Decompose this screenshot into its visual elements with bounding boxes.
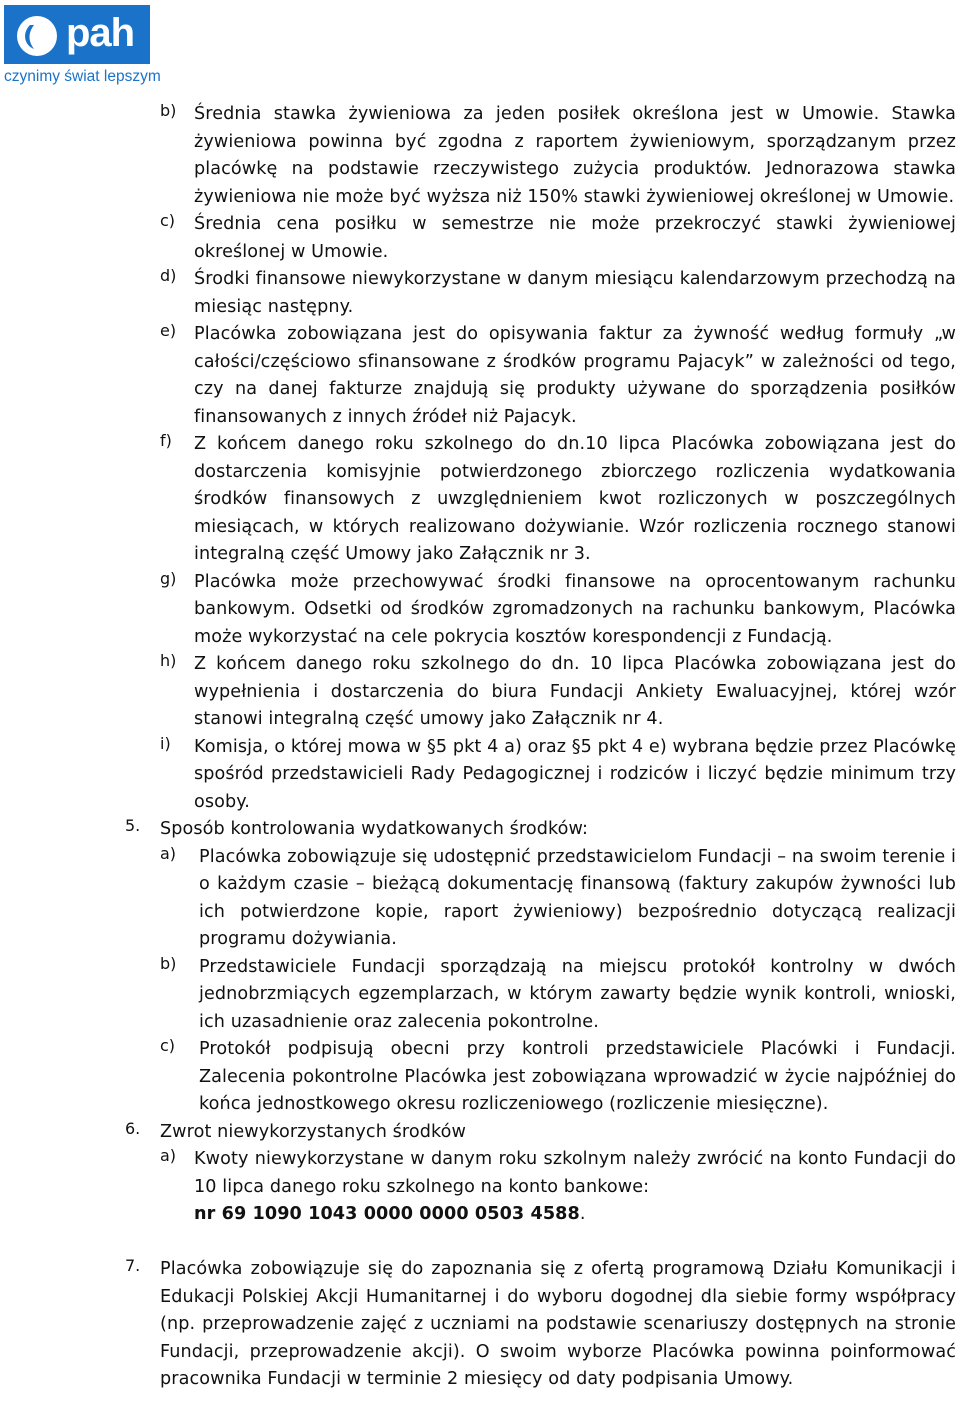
item-label: d) — [160, 266, 177, 285]
bank-account-number: nr 69 1090 1043 0000 0000 0503 4588 — [194, 1204, 580, 1224]
item-text: Średnia cena posiłku w semestrze nie może przekroczyć stawki żywieniowej określonej w Umowie. — [194, 214, 956, 262]
item-label: g) — [160, 568, 177, 588]
list-item — [0, 569, 960, 652]
item-text: Placówka zobowiązuje się udostępnić przedstawicielom Fundacji – na swoim terenie i o każdym czasie – bieżącą dokumentację finansową (faktury zakupów żywności lub ich potwierdzone kopie, raport żywieniowy) bezpośrednio dotyczącą realizacji programu dożywiania. — [199, 846, 956, 949]
list-item — [0, 431, 960, 569]
item-text: Z końcem danego roku szkolnego do dn. 10 lipca Placówka zobowiązana jest do wypełnienia i dostarczenia do biura Fundacji Ankiety Ewaluacyjnej, której wzór stanowi integralną część umowy jako Załącznik nr 4. — [194, 654, 956, 729]
list-item — [0, 101, 960, 211]
item-label: a) — [160, 1146, 177, 1165]
logo-circle-icon — [12, 11, 62, 59]
list-item — [0, 954, 960, 1037]
item-text: Z końcem danego roku szkolnego do dn.10 lipca Placówka zobowiązana jest do dostarczenia komisyjnie potwierdzonego zbiorczego rozliczenia wydatkowania środków finansowych z uwzględnieniem kwot rozliczonych w poszczególnych miesiącach, w których realizowano dożywianie. Wzór rozliczenia rocznego stanowi integralną część Umowy jako Załącznik nr 3. — [194, 434, 956, 564]
spacer — [0, 1229, 960, 1257]
section-7 — [0, 1256, 960, 1394]
list-item — [0, 844, 960, 954]
item-label: h) — [160, 651, 177, 670]
logo-slogan: czynimy świat lepszym — [4, 68, 161, 85]
section-number: 6. — [125, 1118, 141, 1138]
list-item — [0, 1036, 960, 1119]
list-item — [0, 266, 960, 321]
list-item — [0, 211, 960, 266]
item-text: Komisja, o której mowa w §5 pkt 4 a) oraz §5 pkt 4 e) wybrana będzie przez Placówkę spośród przedstawicieli Rady Pedagogicznej i rodziców i liczyć będzie minimum trzy osoby. — [194, 736, 956, 812]
section-number: 7. — [125, 1256, 141, 1275]
logo-badge — [4, 5, 150, 64]
section-number: 5. — [125, 816, 141, 835]
pah-logo — [4, 5, 161, 86]
item-text: Środki finansowe niewykorzystane w danym miesiącu kalendarzowym przechodzą na miesiąc następny. — [194, 269, 956, 317]
item-label: f) — [160, 431, 172, 450]
item-text: Placówka zobowiązana jest do opisywania faktur za żywność według formuły „w całości/częściowo sfinansowane z środków programu Pajacyk” w zależności od tego, czy na danej fakturze znajdują się produkty używane do sporządzenia posiłków finansowanych z innych źródeł niż Pajacyk. — [194, 324, 956, 427]
logo-text: pah — [66, 11, 135, 55]
list-item — [0, 321, 960, 431]
section-title: Sposób kontrolowania wydatkowanych środków: — [160, 819, 589, 839]
item-label: c) — [160, 1036, 176, 1055]
item-text: Protokół podpisują obecni przy kontroli przedstawiciele Placówki i Fundacji. Zalecenia pokontrolne Placówka jest zobowiązana wprowadzić w życie najpóźniej do końca jednostkowego okresu rozliczeniowego (rozliczenie miesięczne). — [199, 1039, 956, 1114]
section-6-heading — [0, 1119, 960, 1147]
item-label: b) — [160, 101, 177, 120]
bank-account-suffix: . — [579, 1204, 586, 1224]
section-title: Zwrot niewykorzystanych środków — [160, 1121, 466, 1142]
bank-account-line — [194, 1201, 956, 1229]
item-label: e) — [160, 321, 177, 340]
list-item — [0, 734, 960, 817]
item-label: b) — [160, 953, 177, 973]
item-text: Placówka może przechowywać środki finansowe na oprocentowanym rachunku bankowym. Odsetki od środków zgromadzonych na rachunku bankowym, Placówka może wykorzystać na cele pokrycia kosztów korespondencji z Fundacją. — [194, 571, 956, 647]
section-5-heading — [0, 816, 960, 844]
item-text: Średnia stawka żywieniowa za jeden posiłek określona jest w Umowie. Stawka żywieniowa powinna być zgodna z raportem żywieniowym, sporządzanym przez placówkę na podstawie rzeczywistego zużycia produktów. Jednorazowa stawka żywieniowa nie może być wyższa niż 150% stawki żywieniowej określonej w Umowie. — [194, 104, 956, 207]
section-text: Placówka zobowiązuje się do zapoznania się z ofertą programową Działu Komunikacji i Edukacji Polskiej Akcji Humanitarnej i do wyboru dogodnej dla siebie formy współpracy (np. przeprowadzenie zajęć z uczniami na podstawie scenariuszy dostępnych na stronie Fundacji, przeprowadzenie akcji). O swoim wyborze Placówka powinna poinformować pracownika Fundacji w terminie 2 miesięcy od daty podpisania Umowy. — [160, 1259, 956, 1389]
item-label: a) — [160, 843, 177, 863]
item-label: c) — [160, 211, 176, 230]
item-label: i) — [160, 733, 171, 753]
item-text: Kwoty niewykorzystane w danym roku szkolnym należy zwrócić na konto Fundacji do 10 lipca danego roku szkolnego na konto bankowe: — [194, 1149, 956, 1197]
list-item — [0, 651, 960, 734]
item-text: Przedstawiciele Fundacji sporządzają na miejscu protokół kontrolny w dwóch jednobrzmiących egzemplarzach, w którym zawarty będzie wynik kontroli, wnioski, ich uzasadnienie oraz zalecenia pokontrolne. — [199, 956, 956, 1032]
document-body — [0, 101, 960, 1394]
list-item — [0, 1146, 960, 1229]
